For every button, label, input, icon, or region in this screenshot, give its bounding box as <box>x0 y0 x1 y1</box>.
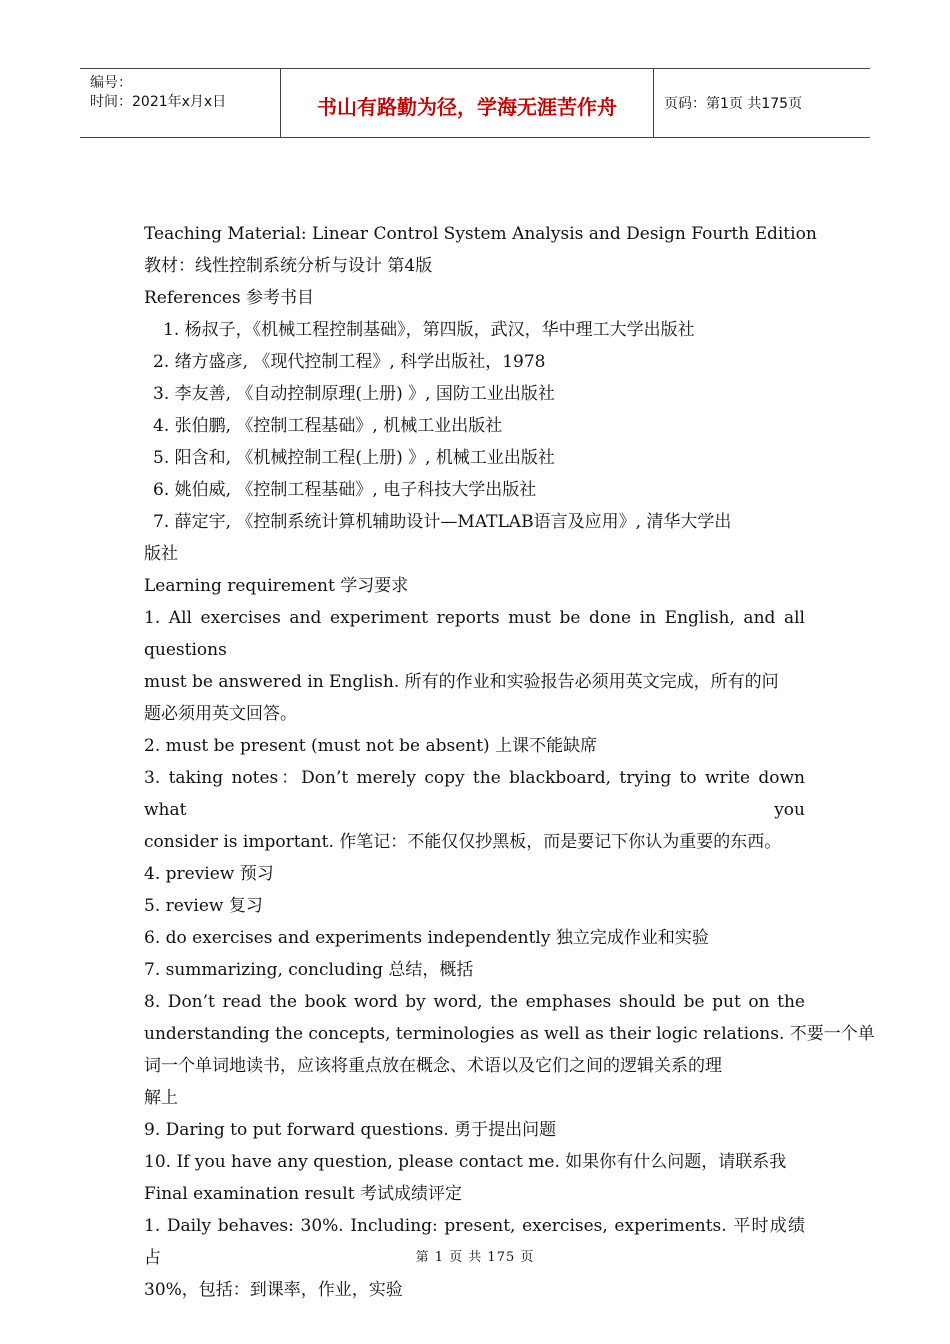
reference-item: 1. 杨叔子，《机械工程控制基础》，第四版，武汉，华中理工大学出版社 <box>163 320 695 340</box>
reference-item: 6. 姚伯威, 《控制工程基础》, 电子科技大学出版社 <box>153 480 537 500</box>
reference-item-continued: 版社 <box>144 544 178 564</box>
textbook-line-cn: 教材：线性控制系统分析与设计 第4版 <box>144 256 433 276</box>
references-heading: References 参考书目 <box>144 288 315 308</box>
requirement-line: 8. Don’t read the book word by word, the emphases should be put on the <box>144 992 805 1012</box>
requirement-line: 1. All exercises and experiment reports must be done in English, and all questions <box>144 608 805 660</box>
reference-item: 5. 阳含和, 《机械控制工程(上册) 》, 机械工业出版社 <box>153 448 555 468</box>
requirement-line: must be answered in English. 所有的作业和实验报告必须用英文完成，所有的问 <box>144 672 779 692</box>
requirement-line: 9. Daring to put forward questions. 勇于提出问题 <box>144 1120 557 1140</box>
requirement-line: 6. do exercises and experiments independently 独立完成作业和实验 <box>144 928 709 948</box>
number-label: 编号： <box>90 75 132 91</box>
header-page-cell <box>654 69 870 137</box>
textbook-line: Teaching Material: Linear Control System Analysis and Design Fourth Edition <box>144 224 817 244</box>
reference-item: 7. 薛定宇, 《控制系统计算机辅助设计—MATLAB语言及应用》, 清华大学出 <box>153 512 732 532</box>
requirement-line: 2. must be present (must not be absent) 上课不能缺席 <box>144 736 598 756</box>
requirement-line: 5. review 复习 <box>144 896 263 916</box>
requirement-line: 7. summarizing, concluding 总结，概括 <box>144 960 474 980</box>
learning-requirement-heading: Learning requirement 学习要求 <box>144 576 409 596</box>
reference-item: 2. 绪方盛彦, 《现代控制工程》, 科学出版社，1978 <box>153 352 546 372</box>
page-footer: 第 1 页 共 175 页 <box>415 1250 535 1265</box>
requirement-line: 题必须用英文回答。 <box>144 704 297 724</box>
exam-line: 1. Daily behaves: 30%. Including: present, exercises, experiments. 平时成绩占 <box>144 1216 805 1268</box>
date-line: 时间：2021年x月x日 <box>90 94 227 110</box>
requirement-line: 词一个单词地读书，应该将重点放在概念、术语以及它们之间的逻辑关系的理 <box>144 1056 722 1076</box>
requirement-line: 4. preview 预习 <box>144 864 274 884</box>
page-info: 页码：第1页 共175页 <box>664 96 803 112</box>
requirement-line: 10. If you have any question, please contact me. 如果你有什么问题，请联系我 <box>144 1152 787 1172</box>
header-motto-cell <box>281 69 654 137</box>
header-meta <box>80 69 281 137</box>
reference-item: 4. 张伯鹏, 《控制工程基础》, 机械工业出版社 <box>153 416 503 436</box>
reference-item: 3. 李友善, 《自动控制原理(上册) 》, 国防工业出版社 <box>153 384 555 404</box>
requirement-line: 解上 <box>144 1088 178 1108</box>
requirement-line: understanding the concepts, terminologies as well as their logic relations. 不要一个单 <box>144 1024 875 1044</box>
exam-line: 30%，包括：到课率，作业，实验 <box>144 1280 403 1300</box>
document-header <box>80 68 870 138</box>
document-body <box>144 218 875 1306</box>
motto: 书山有路勤为径，学海无涯苦作舟 <box>317 95 617 119</box>
requirement-line: 3. taking notes：Don’t merely copy the blackboard, trying to write down what you <box>144 768 805 820</box>
requirement-line: consider is important. 作笔记：不能仅仅抄黑板，而是要记下你认为重要的东西。 <box>144 832 782 852</box>
final-exam-heading: Final examination result 考试成绩评定 <box>144 1184 462 1204</box>
